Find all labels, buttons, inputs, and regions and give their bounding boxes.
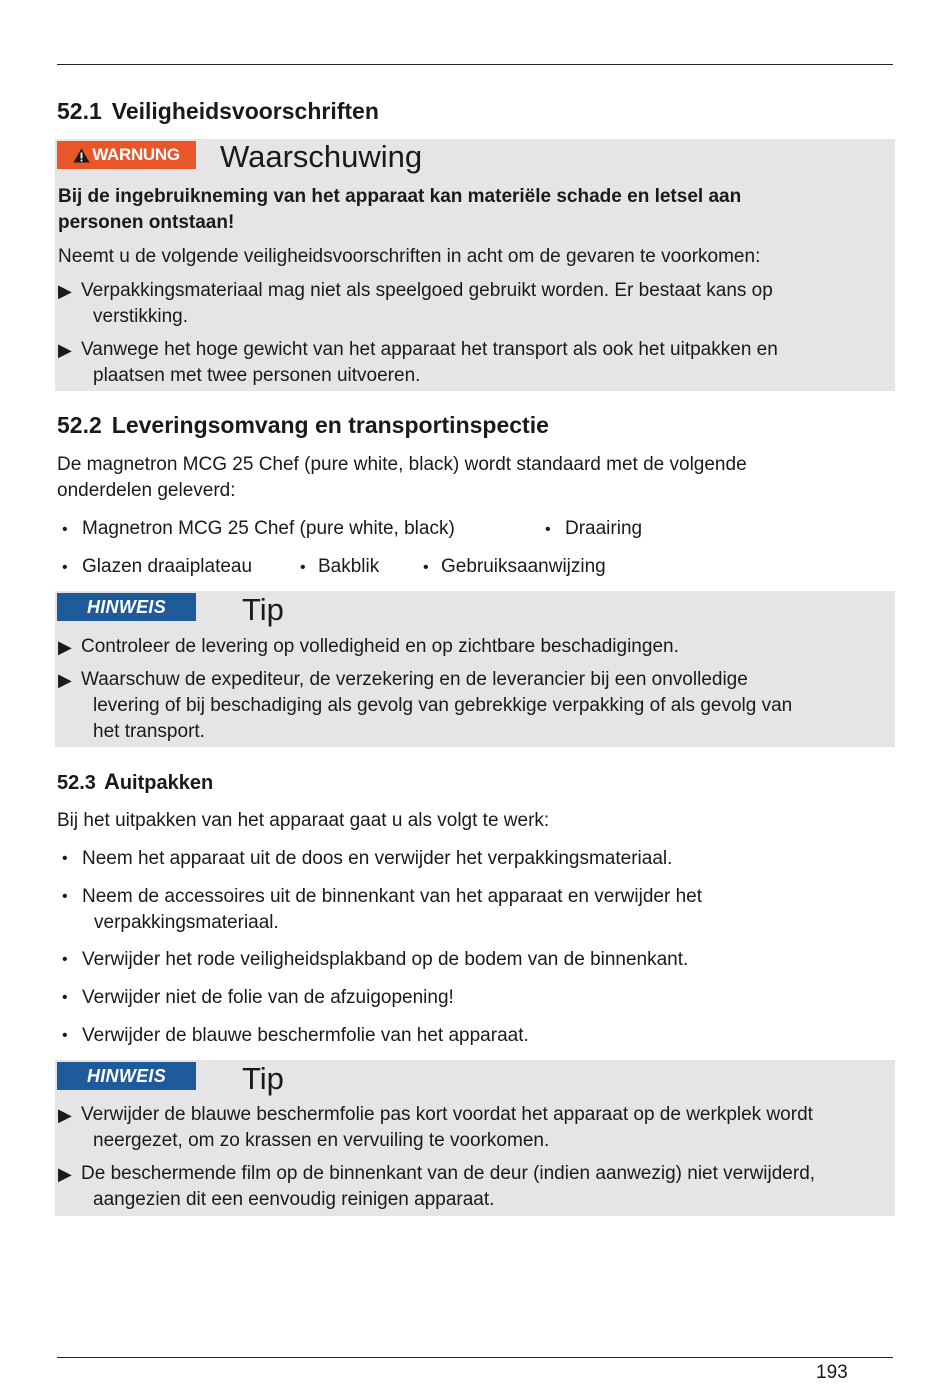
- list-item-text: Neem de accessoires uit de binnenkant van het apparaat en verwijder het: [82, 886, 702, 907]
- warning-bold-line: Bij de ingebruikneming van het apparaat kan materiële schade en letsel aan: [58, 186, 742, 207]
- parts-item-text: Draairing: [565, 518, 643, 539]
- dot-bullet-icon: •: [545, 521, 551, 538]
- section-title: Veiligheidsvoorschriften: [111, 98, 379, 124]
- parts-item: [62, 516, 455, 543]
- section-title-cap: A: [103, 769, 120, 794]
- section-intro: [57, 452, 747, 504]
- hint-title: Tip: [242, 1061, 284, 1096]
- parts-item-text: Magnetron MCG 25 Chef (pure white, black): [82, 518, 455, 539]
- hint-list: [55, 1102, 815, 1213]
- section-title: uitpakken: [119, 772, 214, 794]
- section-heading-52-1: [57, 98, 379, 125]
- warning-bold-line: personen ontstaan!: [58, 212, 235, 233]
- dot-bullet-icon: •: [423, 559, 429, 576]
- list-item-text: aangezien dit een eenvoudig reinigen apparaat.: [93, 1189, 495, 1210]
- dot-bullet-icon: •: [62, 888, 68, 905]
- warning-triangle-icon: [73, 148, 90, 163]
- list-item: [55, 1161, 815, 1213]
- list-item-text: het transport.: [93, 721, 205, 742]
- arrow-bullet-icon: ▶: [58, 1105, 72, 1125]
- warning-title: Waarschuwing: [220, 139, 423, 174]
- dot-bullet-icon: •: [300, 559, 306, 576]
- list-item-text: Neem het apparaat uit de doos en verwijder het verpakkingsmateriaal.: [82, 848, 673, 869]
- list-item-text: verpakkingsmateriaal.: [94, 912, 279, 933]
- section-number: 52.3: [57, 772, 96, 794]
- parts-item: [545, 516, 642, 543]
- section-number: 52.2: [57, 412, 102, 438]
- list-item: [62, 884, 702, 936]
- parts-item-text: Gebruiksaanwijzing: [441, 556, 606, 577]
- parts-item: [423, 554, 606, 581]
- list-item: [55, 634, 792, 660]
- list-item: [62, 1023, 529, 1049]
- parts-item-text: Bakblik: [318, 556, 380, 577]
- list-item-text: Vanwege het hoge gewicht van het apparaat het transport als ook het uitpakken en: [81, 339, 778, 360]
- footer-rule: [57, 1357, 893, 1358]
- hint-badge: HINWEIS: [57, 1062, 196, 1090]
- section-heading-52-2: [57, 412, 549, 439]
- arrow-bullet-icon: ▶: [58, 340, 72, 360]
- hint-box: [55, 591, 895, 747]
- section-title: Leveringsomvang en transportinspectie: [111, 412, 549, 438]
- arrow-bullet-icon: ▶: [58, 281, 72, 301]
- list-item-text: Verwijder de blauwe beschermfolie van het apparaat.: [82, 1025, 529, 1046]
- list-item: [55, 1102, 815, 1154]
- list-item: [62, 947, 688, 973]
- list-item-text: verstikking.: [93, 306, 189, 327]
- warning-badge: [57, 141, 196, 169]
- parts-item-text: Glazen draaiplateau: [82, 556, 253, 577]
- dot-bullet-icon: •: [62, 850, 68, 867]
- list-item-text: neergezet, om zo krassen en vervuiling te voorkomen.: [93, 1130, 550, 1151]
- dot-bullet-icon: •: [62, 1027, 68, 1044]
- section-number: 52.1: [57, 98, 102, 124]
- list-item-text: Waarschuw de expediteur, de verzekering en de leverancier bij een onvolledige: [81, 669, 748, 690]
- list-item-text: Verpakkingsmateriaal mag niet als speelgoed gebruikt worden. Er bestaat kans op: [81, 280, 773, 301]
- section-intro: Bij het uitpakken van het apparaat gaat u als volgt te werk:: [57, 810, 550, 831]
- intro-line: De magnetron MCG 25 Chef (pure white, black) wordt standaard met de volgende: [57, 454, 747, 475]
- intro-line: onderdelen geleverd:: [57, 480, 236, 501]
- warning-badge-label: WARNUNG: [92, 145, 180, 164]
- list-item-text: Verwijder niet de folie van de afzuigopening!: [82, 987, 454, 1008]
- section-heading-52-3: [57, 769, 213, 795]
- dot-bullet-icon: •: [62, 989, 68, 1006]
- hint-box: [55, 1060, 895, 1216]
- arrow-bullet-icon: ▶: [58, 1164, 72, 1184]
- list-item: [55, 337, 778, 389]
- warning-intro: Neemt u de volgende veiligheidsvoorschriften in acht om de gevaren te voorkomen:: [58, 246, 761, 267]
- dot-bullet-icon: •: [62, 521, 68, 538]
- list-item: [62, 846, 672, 872]
- list-item: [55, 278, 778, 330]
- parts-item: [300, 554, 379, 581]
- hint-title: Tip: [242, 592, 284, 627]
- hint-badge: HINWEIS: [57, 593, 196, 621]
- list-item-text: Controleer de levering op volledigheid en op zichtbare beschadigingen.: [81, 636, 679, 657]
- arrow-bullet-icon: ▶: [58, 670, 72, 690]
- parts-item: [62, 554, 252, 581]
- list-item-text: De beschermende film op de binnenkant van de deur (indien aanwezig) niet verwijderd,: [81, 1163, 816, 1184]
- list-item-text: plaatsen met twee personen uitvoeren.: [93, 365, 421, 386]
- list-item: [62, 985, 454, 1011]
- arrow-bullet-icon: ▶: [58, 637, 72, 657]
- list-item-text: Verwijder het rode veiligheidsplakband op de bodem van de binnenkant.: [82, 949, 689, 970]
- header-rule: [57, 64, 893, 65]
- warning-bold-text: [58, 184, 741, 236]
- list-item-text: levering of bij beschadiging als gevolg van gebrekkige verpakking of als gevolg van: [93, 695, 793, 716]
- list-item-text: Verwijder de blauwe beschermfolie pas kort voordat het apparaat op de werkplek wordt: [81, 1104, 813, 1125]
- list-item: [55, 667, 792, 745]
- dot-bullet-icon: •: [62, 951, 68, 968]
- page-number: 193: [816, 1362, 848, 1383]
- warning-box: [55, 139, 895, 391]
- hint-list: [55, 634, 792, 745]
- warning-list: [55, 278, 778, 389]
- dot-bullet-icon: •: [62, 559, 68, 576]
